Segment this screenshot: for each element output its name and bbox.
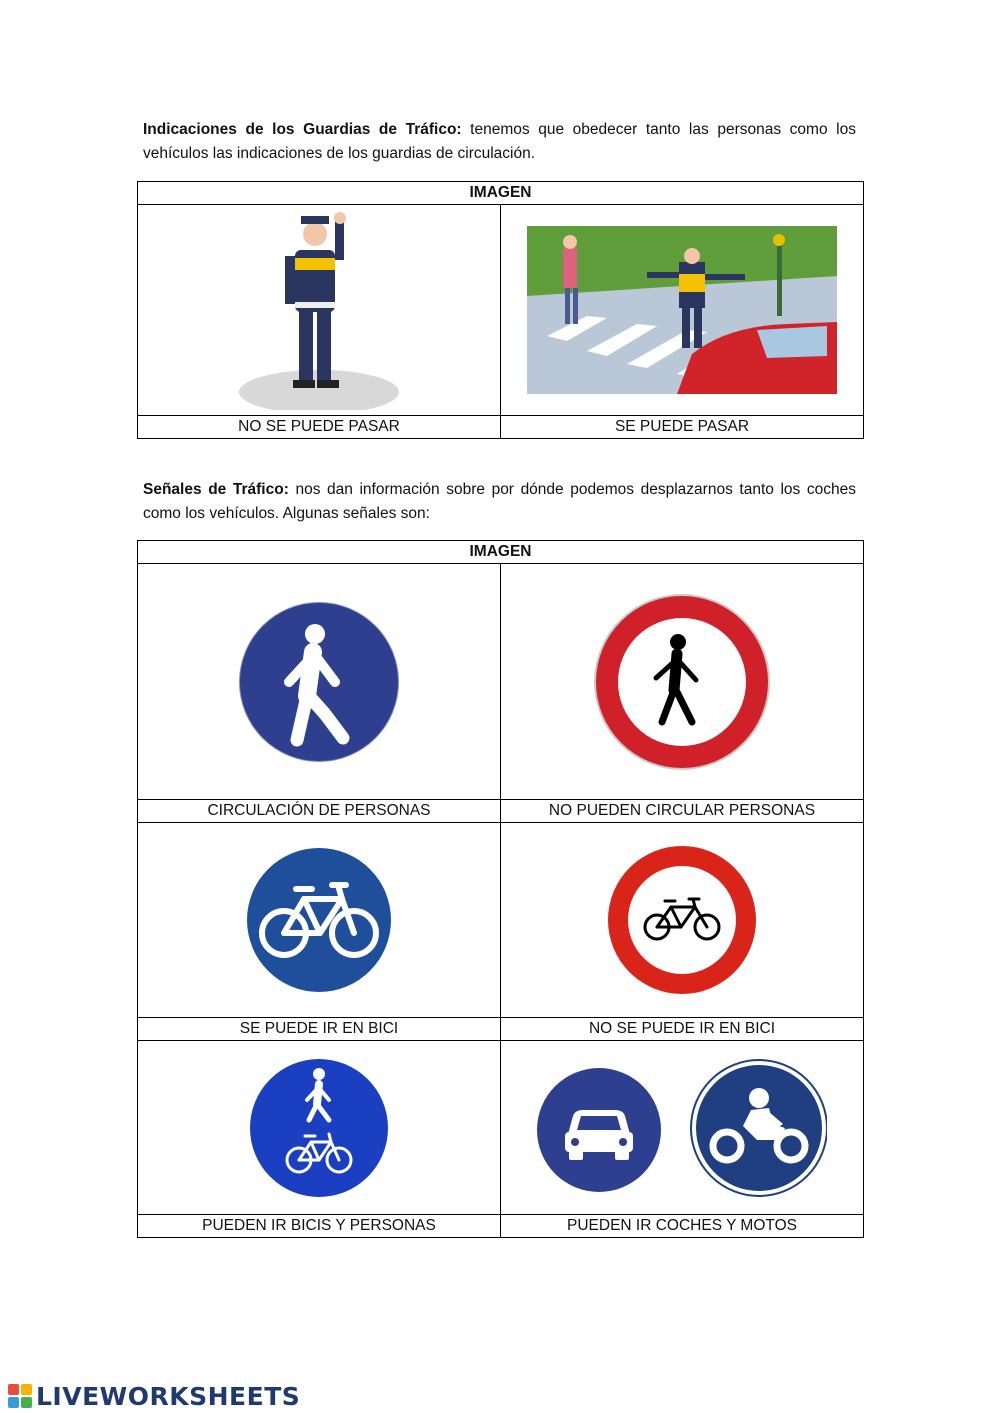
sign-bicycles-forbidden-cell	[501, 823, 864, 1018]
cars-and-motorcycles-signs	[537, 1058, 827, 1198]
traffic-guard-table	[137, 181, 864, 439]
no-bicycles-sign-icon	[607, 845, 757, 995]
table1-header: IMAGEN	[138, 182, 864, 205]
guard-go-image-cell	[501, 205, 864, 416]
car-sign-icon	[537, 1068, 661, 1192]
guard-go-image	[527, 226, 837, 394]
label-pueden-ir-coches-y-motos: PUEDEN IR COCHES Y MOTOS	[501, 1215, 864, 1238]
label-circulacion-personas: CIRCULACIÓN DE PERSONAS	[138, 800, 501, 823]
guard-stop-image	[229, 210, 409, 410]
liveworksheets-logo	[8, 1381, 300, 1411]
label-se-puede-pasar: SE PUEDE PASAR	[501, 416, 864, 439]
pedestrian-path-sign-icon	[237, 600, 401, 764]
section1-paragraph	[143, 118, 856, 166]
sign-bicycles-allowed-cell	[138, 823, 501, 1018]
label-no-se-puede-pasar: NO SE PUEDE PASAR	[138, 416, 501, 439]
traffic-signs-table	[137, 540, 864, 1238]
sign-bikes-and-pedestrians-cell	[138, 1041, 501, 1215]
bicycle-path-sign-icon	[246, 847, 392, 993]
section1-text: tenemos que obedecer tanto las personas como los vehículos las indicaciones de los guardias de circulación.	[143, 121, 856, 162]
liveworksheets-logo-icon	[8, 1384, 32, 1408]
label-no-se-puede-ir-en-bici: NO SE PUEDE IR EN BICI	[501, 1018, 864, 1041]
label-pueden-ir-bicis-y-personas: PUEDEN IR BICIS Y PERSONAS	[138, 1215, 501, 1238]
label-se-puede-ir-en-bici: SE PUEDE IR EN BICI	[138, 1018, 501, 1041]
section2-heading: Señales de Tráfico:	[143, 481, 289, 498]
sign-pedestrians-allowed-cell	[138, 564, 501, 800]
no-pedestrians-sign-icon	[592, 592, 772, 772]
section1-heading: Indicaciones de los Guardias de Tráfico:	[143, 121, 462, 138]
table2-header: IMAGEN	[138, 541, 864, 564]
guard-stop-image-cell	[138, 205, 501, 416]
bikes-and-pedestrians-sign-icon	[249, 1058, 389, 1198]
liveworksheets-brand-text: LIVEWORKSHEETS	[36, 1381, 301, 1411]
motorcycle-sign-icon	[691, 1060, 827, 1196]
sign-pedestrians-forbidden-cell	[501, 564, 864, 800]
section2-text: nos dan información sobre por dónde podemos desplazarnos tanto los coches como los vehículos. Algunas señales son:	[143, 481, 856, 522]
label-no-pueden-circular-personas: NO PUEDEN CIRCULAR PERSONAS	[501, 800, 864, 823]
sign-cars-and-motorcycles-cell	[501, 1041, 864, 1215]
section2-paragraph	[143, 478, 856, 526]
